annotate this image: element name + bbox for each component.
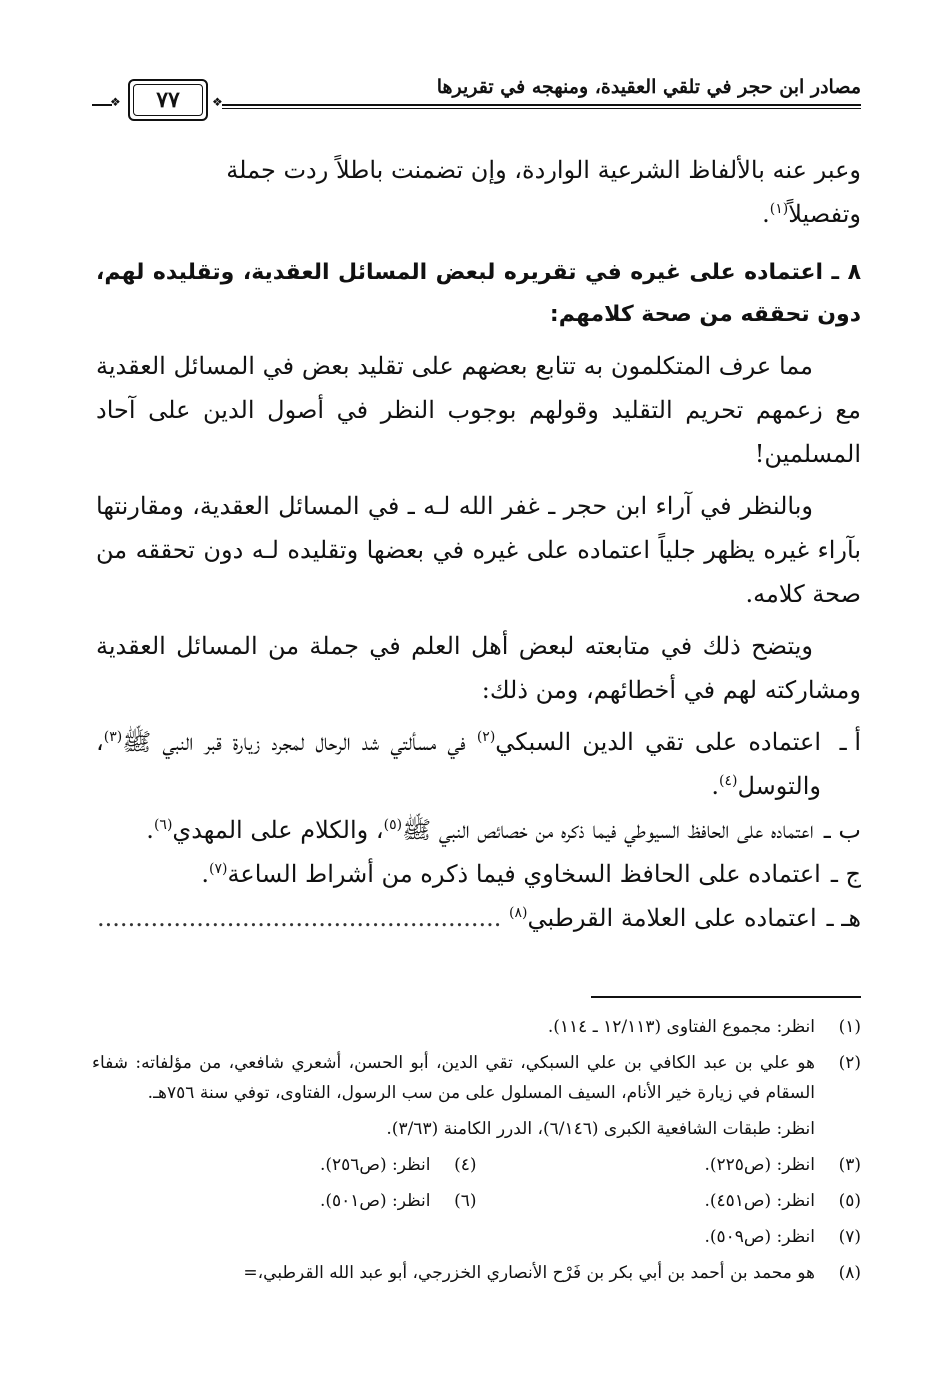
footnote <box>92 1186 477 1216</box>
paragraph-text: . <box>762 200 770 228</box>
header-rule-thin <box>222 108 861 109</box>
text-run: اعتماده على تقي الدين السبكي <box>495 728 821 756</box>
footnote-text: انظر: طبقات الشافعية الكبرى (٦/١٤٦)، الدرر الكامنة (٣/٦٣). <box>386 1119 815 1139</box>
footnote-text: انظر: (ص٥٠٩). <box>704 1227 815 1247</box>
header-rule <box>222 104 861 106</box>
footnote-text: انظر: (ص٢٢٥). <box>704 1155 815 1175</box>
footnote-ref: (٥) <box>383 817 403 833</box>
footnote-number: (٦) <box>454 1191 477 1211</box>
page-number: ٧٧ <box>156 87 180 113</box>
footnote-ref: (٨) <box>509 905 528 921</box>
list-marker: ب ـ <box>823 816 861 844</box>
footnote-text: انظر: (ص٤٥١). <box>704 1191 815 1211</box>
footnote <box>92 1048 861 1108</box>
footnote-ref: (٢) <box>476 729 496 745</box>
footnote <box>92 1258 861 1288</box>
footnote-number: (٣) <box>838 1155 861 1175</box>
footnote-number: (١) <box>838 1017 861 1037</box>
footnote <box>477 1186 862 1216</box>
footnote <box>92 1012 861 1042</box>
running-title: مصادر ابن حجر في تلقي العقيدة، ومنهجه في تقريرها <box>436 76 861 98</box>
footnote-ref: (٦) <box>153 817 173 833</box>
footnote-ref: (٣) <box>103 729 123 745</box>
ornament-icon: ❖ <box>110 95 121 109</box>
list-marker: هـ ـ <box>826 904 861 932</box>
paragraph-text: وتفصيلاً <box>788 200 861 228</box>
paragraph-text: وعبر عنه بالألفاظ الشرعية الواردة، وإن تضمنت باطلاً ردت جملة <box>226 156 861 184</box>
footnote-row <box>92 1186 861 1216</box>
page-number-frame <box>128 79 208 121</box>
footnote-text: انظر: مجموع الفتاوى (١٢/١١٣ ـ ١١٤). <box>547 1017 815 1037</box>
footnote-text: هو محمد بن أحمد بن أبي بكر بن فَرْح الأنصاري الخزرجي، أبو عبد الله القرطبي،= <box>243 1263 815 1283</box>
text-run: اعتماده على العلامة القرطبي <box>527 904 817 932</box>
footnote <box>477 1150 862 1180</box>
paragraph: ويتضح ذلك في متابعته لبعض أهل العلم في جملة من المسائل العقدية ومشاركته لهم في أخطائهم، ومن ذلك: <box>96 632 861 704</box>
footnote-number: (٢) <box>838 1053 861 1073</box>
text-run: ، والكلام على المهدي <box>172 816 384 844</box>
list-item-text <box>96 852 821 896</box>
list-item <box>96 720 861 808</box>
text-run: اعتماده على الحافظ السخاوي فيما ذكره من أشراط الساعة <box>227 860 821 888</box>
text-run: اعتماده على الحافظ السيوطي فيما ذكره من خصائص النبي ﷺ <box>402 816 814 844</box>
list-item-text <box>96 896 817 940</box>
main-text <box>96 148 861 940</box>
dot-leader: ..................................................... <box>97 904 510 932</box>
footnote-ref: (١) <box>769 201 789 217</box>
footnote-number: (٥) <box>838 1191 861 1211</box>
header-rule-left <box>92 104 112 106</box>
ornament-icon: ❖ <box>212 95 223 109</box>
text-run: . <box>711 772 720 800</box>
list-marker: ج ـ <box>830 860 861 888</box>
paragraph <box>96 148 861 236</box>
text-run: . <box>201 860 210 888</box>
footnote <box>92 1222 861 1252</box>
footnote-number: (٨) <box>838 1263 861 1283</box>
footnote-ref: (٤) <box>719 773 738 789</box>
page-header <box>92 62 861 132</box>
footnote-text: انظر: (ص٢٥٦). <box>319 1155 431 1175</box>
paragraph: وبالنظر في آراء ابن حجر ـ غفر الله لـه ـ في المسائل العقدية، ومقارنتها بآراء غيره يظهر جلياً اعتماده على غيره في بعضها وتقليده لـه دون تحققه من صحة كلامه. <box>96 492 861 608</box>
footnote-row <box>92 1150 861 1180</box>
footnote-text: انظر: (ص٥٠١). <box>319 1191 431 1211</box>
list-marker: أ ـ <box>839 728 861 756</box>
footnote <box>92 1150 477 1180</box>
text-run: في مسألتي شد الرحال لمجرد زيارة قبر النبي ﷺ <box>122 728 477 756</box>
footnote-ref: (٧) <box>209 861 228 877</box>
section-heading: ٨ ـ اعتماده على غيره في تقريره لبعض المسائل العقدية، وتقليده لهم، دون تحققه من صحة كلامهم: <box>96 260 861 327</box>
footnotes <box>92 1012 861 1294</box>
list-item <box>96 896 861 940</box>
footnote-separator <box>591 996 861 998</box>
footnote-number: (٧) <box>838 1227 861 1247</box>
list-item-text <box>96 808 814 852</box>
footnote-text: هو علي بن عبد الكافي بن علي السبكي، تقي الدين، أبو الحسن، أشعري شافعي، من مؤلفاته: شفاء السقام في زيارة خير الأنام، السيف المسلول على من سب الرسول، الفتاوى، توفي سنة ٧٥٦هـ. <box>92 1053 815 1103</box>
footnote-number: (٤) <box>454 1155 477 1175</box>
list-item <box>96 808 861 852</box>
text-run: . <box>146 816 154 844</box>
list-item-text <box>96 720 821 808</box>
list-item <box>96 852 861 896</box>
text-run: ، والتوسل <box>96 728 821 800</box>
paragraph: مما عرف المتكلمون به تتابع بعضهم على تقليد بعض في المسائل العقدية مع زعمهم تحريم التقليد وقولهم بوجوب النظر في أصول الدين على آحاد المسلمين! <box>96 352 861 468</box>
